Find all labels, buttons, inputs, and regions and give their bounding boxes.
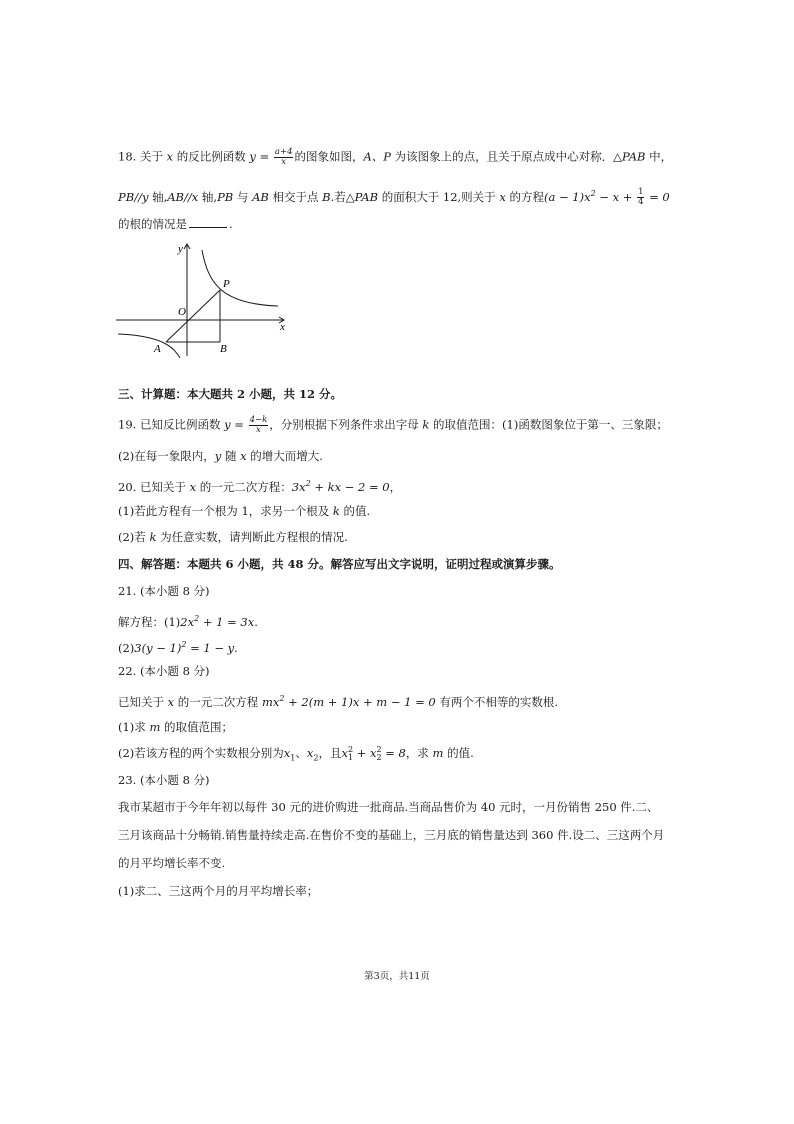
q21-part2 bbox=[118, 637, 238, 656]
math-var: x bbox=[341, 746, 348, 760]
text: 为该图象上的点，且关于原点成中心对称．△ bbox=[391, 149, 623, 164]
text: 与 bbox=[233, 189, 253, 204]
frac-den: 4 bbox=[638, 197, 644, 208]
text: ，分别根据下列条件求出字母 bbox=[269, 417, 423, 432]
math-sup: 2 bbox=[347, 745, 354, 754]
label-p: P bbox=[223, 278, 230, 290]
math: PB//y bbox=[118, 189, 149, 204]
math: AB bbox=[252, 189, 269, 204]
math: = 8 bbox=[381, 746, 406, 760]
frac-num: 4−k bbox=[249, 415, 268, 425]
math-var: y bbox=[214, 449, 222, 463]
math-sup: 2 bbox=[590, 189, 596, 198]
label-x: x bbox=[280, 321, 285, 333]
label-b: B bbox=[220, 343, 227, 355]
text: ， bbox=[389, 479, 402, 494]
math-var: k bbox=[422, 417, 430, 432]
text: 已知关于 bbox=[118, 694, 168, 709]
text: 的取值范围：(1)函数图象位于第一、三象限； bbox=[429, 417, 668, 432]
math-var: x bbox=[240, 449, 247, 463]
text: (2)若 bbox=[118, 530, 150, 544]
math-var: x bbox=[166, 149, 174, 164]
q23-line3: 的月平均增长率不变. bbox=[118, 856, 226, 870]
math: 3(y − 1) bbox=[134, 640, 182, 655]
fraction bbox=[274, 148, 294, 167]
text: 的图象如图， bbox=[294, 149, 364, 164]
math: − x + bbox=[595, 189, 637, 204]
hyperbola-branch-right bbox=[202, 250, 278, 306]
math-var: k bbox=[332, 504, 340, 518]
q18-line3 bbox=[118, 216, 233, 232]
text: 的值. bbox=[443, 746, 474, 760]
math-sup: 2 bbox=[181, 640, 187, 649]
text: 的方程 bbox=[505, 189, 544, 204]
q23-part1: (1)求二、三这两个月的月平均增长率； bbox=[118, 884, 319, 898]
math: = 1 − y bbox=[186, 640, 235, 655]
math-var: m bbox=[149, 720, 161, 734]
math: + x bbox=[353, 746, 377, 760]
q19-line1 bbox=[118, 416, 668, 435]
math-var: m bbox=[432, 746, 444, 760]
math: 3x bbox=[291, 479, 306, 494]
math-var: x bbox=[283, 746, 291, 760]
math: y = bbox=[224, 417, 248, 432]
q21-part1 bbox=[118, 611, 258, 630]
math-sub: 1 bbox=[290, 753, 296, 763]
text: 的值. bbox=[339, 504, 371, 518]
section-3-title: 三、计算题：本大题共 2 小题，共 12 分。 bbox=[118, 387, 343, 401]
text: 为任意实数，请判断此方程根的情况. bbox=[156, 530, 348, 544]
segment-ap bbox=[166, 290, 220, 342]
fraction bbox=[249, 416, 269, 435]
text: 20. 已知关于 bbox=[118, 479, 190, 494]
text: ，求 bbox=[405, 746, 433, 760]
math-sup: 2 bbox=[194, 614, 200, 623]
math-sup: 2 bbox=[279, 694, 285, 703]
math: PB bbox=[217, 189, 234, 204]
section-4-title: 四、解答题：本题共 6 小题，共 48 分。解答应写出文字说明，证明过程或演算步骤。 bbox=[118, 557, 561, 571]
text: 18. 关于 bbox=[118, 149, 167, 164]
q23-head: 23. (本小题 8 分) bbox=[118, 773, 210, 787]
text: 有两个不相等的实数根. bbox=[435, 694, 559, 709]
q22-head: 22. (本小题 8 分) bbox=[118, 664, 210, 678]
text: 相交于点 bbox=[268, 189, 323, 204]
text: 轴, bbox=[198, 189, 218, 204]
math: A、P bbox=[363, 149, 392, 164]
math: y = bbox=[249, 149, 273, 164]
text: . bbox=[234, 640, 238, 655]
text: 的反比例函数 bbox=[173, 149, 250, 164]
q20-part1 bbox=[118, 503, 370, 519]
text: 的增大而增大. bbox=[246, 449, 323, 463]
text: 19. 已知反比例函数 bbox=[118, 417, 225, 432]
text: (1)若此方程有一个根为 1，求另一个根及 bbox=[118, 504, 333, 518]
math: AB//x bbox=[167, 189, 199, 204]
q18-line2 bbox=[118, 186, 670, 207]
text: (2)若该方程的两个实数根分别为 bbox=[118, 746, 284, 760]
text: (1)求 bbox=[118, 720, 150, 734]
answer-blank[interactable] bbox=[189, 217, 227, 228]
q23-line2: 三月该商品十分畅销.销售量持续走高.在售价不变的基础上，三月底的销售量达到 360 件.设二、三这两个月 bbox=[118, 828, 665, 842]
text: 的面积大于 12,则关于 bbox=[378, 189, 500, 204]
text: 中， bbox=[645, 149, 673, 164]
fraction bbox=[637, 188, 644, 207]
math: + 2(m + 1)x + m − 1 = 0 bbox=[284, 694, 436, 709]
math: (a − 1)x bbox=[543, 189, 591, 204]
q20-part2 bbox=[118, 529, 348, 545]
text: 的根的情况是 bbox=[118, 217, 187, 231]
q20-line1 bbox=[118, 476, 401, 495]
text: 、 bbox=[295, 746, 307, 760]
text: . bbox=[229, 217, 233, 231]
math: = 0 bbox=[645, 189, 670, 204]
math-var: x bbox=[306, 746, 314, 760]
math-var: x bbox=[167, 694, 175, 709]
math: + kx − 2 = 0 bbox=[310, 479, 390, 494]
math-var: x bbox=[499, 189, 506, 204]
text: 轴, bbox=[148, 189, 168, 204]
frac-num: 1 bbox=[638, 187, 644, 198]
text: 随 bbox=[221, 449, 241, 463]
text: 解方程：(1) bbox=[118, 614, 181, 629]
math: + 1 = 3x bbox=[199, 614, 255, 629]
text: 的一元二次方程 bbox=[174, 694, 262, 709]
math: PAB bbox=[354, 189, 379, 204]
math-sub: 2 bbox=[376, 753, 382, 762]
math-sub: 2 bbox=[313, 753, 319, 763]
label-y: y bbox=[178, 243, 183, 255]
frac-den: x bbox=[281, 157, 287, 167]
text: (2)在每一象限内， bbox=[118, 449, 215, 463]
q19-line2 bbox=[118, 448, 323, 464]
math-var: x bbox=[189, 479, 197, 494]
hyperbola-graph bbox=[116, 238, 296, 358]
math-sup: 2 bbox=[376, 745, 382, 754]
math: 2x bbox=[180, 614, 195, 629]
q21-head: 21. (本小题 8 分) bbox=[118, 584, 210, 598]
math-var: k bbox=[149, 530, 157, 544]
frac-num: a+4 bbox=[274, 147, 293, 157]
label-a: A bbox=[154, 343, 161, 355]
label-o: O bbox=[178, 306, 186, 318]
text: 的一元二次方程： bbox=[196, 479, 292, 494]
math: PAB bbox=[622, 149, 646, 164]
q23-line1: 我市某超市于今年年初以每件 30 元的进价购进一批商品.当商品售价为 40 元时，一月份销售 250 件.二、 bbox=[118, 800, 659, 814]
q22-part1 bbox=[118, 719, 233, 735]
frac-den: x bbox=[256, 425, 261, 435]
q22-part2 bbox=[118, 745, 474, 766]
math: B bbox=[322, 189, 331, 204]
page-footer: 第3页，共11页 bbox=[364, 971, 430, 982]
q22-line1 bbox=[118, 691, 558, 710]
text: .若△ bbox=[330, 189, 355, 204]
text: . bbox=[254, 614, 258, 629]
text: ，且 bbox=[318, 746, 342, 760]
math: mx bbox=[261, 694, 280, 709]
math-sub: 1 bbox=[347, 753, 354, 762]
math-sup: 2 bbox=[305, 479, 311, 488]
text: (2) bbox=[118, 640, 135, 655]
text: 的取值范围； bbox=[160, 720, 234, 734]
q18-line1 bbox=[118, 148, 672, 167]
